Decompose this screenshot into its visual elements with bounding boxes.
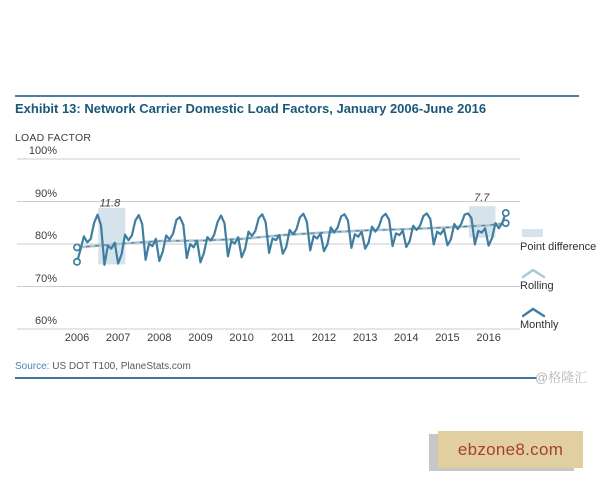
chart-svg [0,140,600,352]
endpoint-marker [503,210,509,216]
x-tick-label: 2016 [476,332,501,344]
x-tick-label: 2012 [311,332,337,344]
y-axis-title: LOAD FACTOR [15,132,92,144]
ebzone-badge [438,431,583,468]
legend-label: Rolling [520,280,554,292]
source-label: Source: [15,361,50,372]
y-tick-label: 100% [28,145,57,157]
y-tick-label: 60% [34,315,57,327]
source-text: US DOT T100, PlaneStats.com [49,361,191,372]
endpoint-marker [74,259,80,265]
monthly-line-icon [522,307,546,318]
x-tick-label: 2015 [435,332,460,344]
source-note [15,361,191,372]
legend-label: Point difference [520,241,597,253]
x-tick-label: 2006 [64,332,90,344]
watermark-text: @格隆汇 [535,370,588,385]
rolling-line-icon [522,268,546,279]
x-tick-label: 2009 [188,332,213,344]
legend-label: Monthly [520,319,559,331]
x-tick-label: 2013 [352,332,378,344]
x-tick-label: 2011 [270,332,295,344]
endpoint-marker [74,244,80,250]
legend-item-rolling [520,268,598,293]
y-tick-label: 80% [34,230,57,242]
point-difference-annotation: 11.8 [99,197,121,210]
page-title: Exhibit 13: Network Carrier Domestic Load Factors, January 2006-June 2016 [15,101,487,116]
x-tick-label: 2014 [394,332,419,344]
top-rule [15,95,579,97]
monthly-series-line [77,213,506,265]
band-swatch-icon [522,229,543,237]
legend-item-monthly [520,307,598,332]
x-tick-label: 2008 [147,332,172,344]
y-tick-label: 90% [34,187,57,200]
y-tick-label: 70% [34,272,57,285]
x-tick-label: 2010 [229,332,254,344]
endpoint-marker [503,220,509,226]
x-tick-label: 2007 [105,332,131,344]
badge-text: ebzone8.com [457,439,564,459]
point-difference-annotation: 7.7 [474,192,490,205]
bottom-rule [15,377,537,379]
legend-item-point-difference [520,229,598,254]
chart-legend [520,229,598,346]
